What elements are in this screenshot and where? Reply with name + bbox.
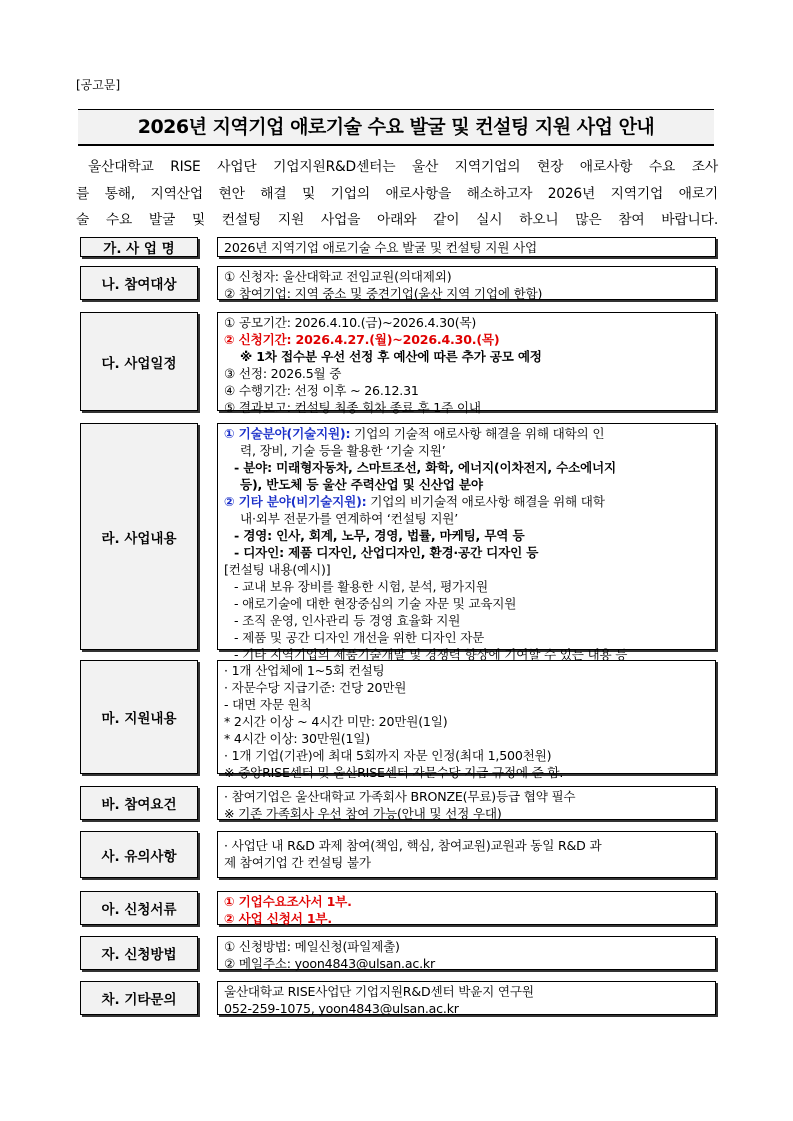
content-line: · 1개 기업(기관)에 최대 5회까지 자문 인정(최대 1,500천원) xyxy=(224,748,552,763)
content-line: 등), 반도체 등 울산 주력산업 및 신산업 분야 xyxy=(240,477,483,492)
page-title: 2026년 지역기업 애로기술 수요 발굴 및 컨설팅 지원 사업 안내 xyxy=(78,109,714,146)
content-participants xyxy=(217,266,716,300)
content-line: 력, 장비, 기술 등을 활용한 ‘기술 지원’ xyxy=(240,443,446,458)
content-line: - 디자인: 제품 디자인, 산업디자인, 환경·공간 디자인 등 xyxy=(234,545,539,560)
list-item: - 교내 보유 장비를 활용한 시험, 분석, 평가지원 xyxy=(234,579,488,594)
content-support xyxy=(217,660,716,780)
email-address[interactable]: ② 메일주소: yoon4843@ulsan.ac.kr xyxy=(224,956,435,971)
content-requirements xyxy=(217,786,716,820)
notice-tag: [공고문] xyxy=(76,78,121,92)
intro-line: 를 통해, 지역산업 현안 해결 및 기업의 애로사항을 해소하고자 2026년 지역기업 애로기 xyxy=(76,185,718,202)
intro-line: 울산대학교 RISE 사업단 기업지원R&D센터는 울산 지역기업의 현장 애로사항 수요 조사 xyxy=(88,159,718,175)
tech-field-title: ① 기술분야(기술지원): xyxy=(224,426,351,441)
contact-info[interactable]: 052-259-1075, yoon4843@ulsan.ac.kr xyxy=(224,1001,459,1016)
label-documents: 아. 신청서류 xyxy=(80,891,198,925)
content-cautions xyxy=(217,831,716,878)
label-participants: 나. 참여대상 xyxy=(80,266,198,300)
label-contact: 차. 기타문의 xyxy=(80,981,198,1015)
content-line: - 경영: 인사, 회계, 노무, 경영, 법률, 마케팅, 무역 등 xyxy=(234,528,525,543)
intro-line: 술 수요 발굴 및 컨설팅 지원 사업을 아래와 같이 실시 하오니 많은 참여 바랍니다. xyxy=(76,212,718,228)
content-line: * 2시간 이상 ~ 4시간 미만: 20만원(1일) xyxy=(224,714,448,729)
label-apply-method: 자. 신청방법 xyxy=(80,936,198,970)
content-line-note: ※ 1차 접수분 우선 선정 후 예산에 따른 추가 공모 예정 xyxy=(240,349,542,364)
content-line: - 분야: 미래형자동차, 스마트조선, 화학, 에너지(이차전지, 수소에너지 xyxy=(234,460,616,475)
label-schedule: 다. 사업일정 xyxy=(80,312,198,411)
tech-field-desc: 기업의 기술적 애로사항 해결을 위해 대학의 인 xyxy=(350,426,605,441)
list-item: - 애로기술에 대한 현장중심의 기술 자문 및 교육지원 xyxy=(234,596,517,611)
content-documents xyxy=(217,891,716,925)
content-line: · 자문수당 지급기준: 건당 20만원 xyxy=(224,680,407,695)
list-item: - 제품 및 공간 디자인 개선을 위한 디자인 자문 xyxy=(234,630,485,645)
content-line: ② 사업 신청서 1부. xyxy=(224,911,332,926)
content-line xyxy=(224,425,709,442)
content-line: · 1개 산업체에 1~5회 컨설팅 xyxy=(224,663,385,678)
content-line: - 대면 자문 원칙 xyxy=(224,697,312,712)
label-support: 마. 지원내용 xyxy=(80,660,198,774)
content-line: 울산대학교 RISE사업단 기업지원R&D센터 박윤지 연구원 xyxy=(224,984,534,999)
content-line: ① 신청자: 울산대학교 전임교원(의대제외) xyxy=(224,269,452,284)
content-line-highlight: ② 신청기간: 2026.4.27.(월)~2026.4.30.(목) xyxy=(224,332,500,347)
content-contact xyxy=(217,981,716,1015)
content-line: 내·외부 전문가를 연계하여 ‘컨설팅 지원’ xyxy=(240,511,459,526)
content-line: 2026년 지역기업 애로기술 수요 발굴 및 컨설팅 지원 사업 xyxy=(224,240,537,255)
content-line: · 참여기업은 울산대학교 가족회사 BRONZE(무료)등급 협약 필수 xyxy=(224,789,576,804)
content-line: [컨설팅 내용(예시)] xyxy=(224,562,331,577)
content-line: ※ 기존 가족회사 우선 참여 가능(안내 및 선정 우대) xyxy=(224,806,502,821)
content-line: ② 참여기업: 지역 중소 및 중견기업(울산 지역 기업에 한함) xyxy=(224,286,543,301)
content-line: ① 공모기간: 2026.4.10.(금)~2026.4.30(목) xyxy=(224,315,477,330)
content-schedule xyxy=(217,312,716,415)
label-project-name: 가. 사 업 명 xyxy=(80,237,198,257)
content-line: ※ 중앙RISE센터 및 울산RISE센터 자문수당 지급 규정에 준 함. xyxy=(224,765,564,780)
other-field-title: ② 기타 분야(비기술지원): xyxy=(224,494,367,509)
intro-paragraph xyxy=(76,154,718,234)
content-line: 제 참여기업 간 컨설팅 불가 xyxy=(224,855,371,870)
label-requirements: 바. 참여요건 xyxy=(80,786,198,820)
label-contents: 라. 사업내용 xyxy=(80,423,198,650)
content-line xyxy=(224,493,709,510)
label-cautions: 사. 유의사항 xyxy=(80,831,198,878)
content-project-name xyxy=(217,237,716,257)
other-field-desc: 기업의 비기술적 애로사항 해결을 위해 대학 xyxy=(366,494,605,509)
content-line: ① 기업수요조사서 1부. xyxy=(224,894,352,909)
content-line: · 사업단 내 R&D 과제 참여(책임, 핵심, 참여교원)교원과 동일 R&D 과 xyxy=(224,838,602,853)
content-line: ① 신청방법: 메일신청(파일제출) xyxy=(224,939,400,954)
content-line: ⑤ 결과보고: 컨설팅 최종 회차 종료 후 1주 이내 xyxy=(224,400,481,415)
content-contents xyxy=(217,423,716,662)
list-item: - 기타 지역기업의 제품기술개발 및 경쟁력 향상에 기여할 수 있는 내용 등 xyxy=(234,647,628,662)
list-item: - 조직 운영, 인사관리 등 경영 효율화 지원 xyxy=(234,613,461,628)
content-line: ④ 수행기간: 선정 이후 ~ 26.12.31 xyxy=(224,383,419,398)
content-line: ③ 선정: 2026.5월 중 xyxy=(224,366,342,381)
content-apply-method xyxy=(217,936,716,970)
content-line: * 4시간 이상: 30만원(1일) xyxy=(224,731,370,746)
